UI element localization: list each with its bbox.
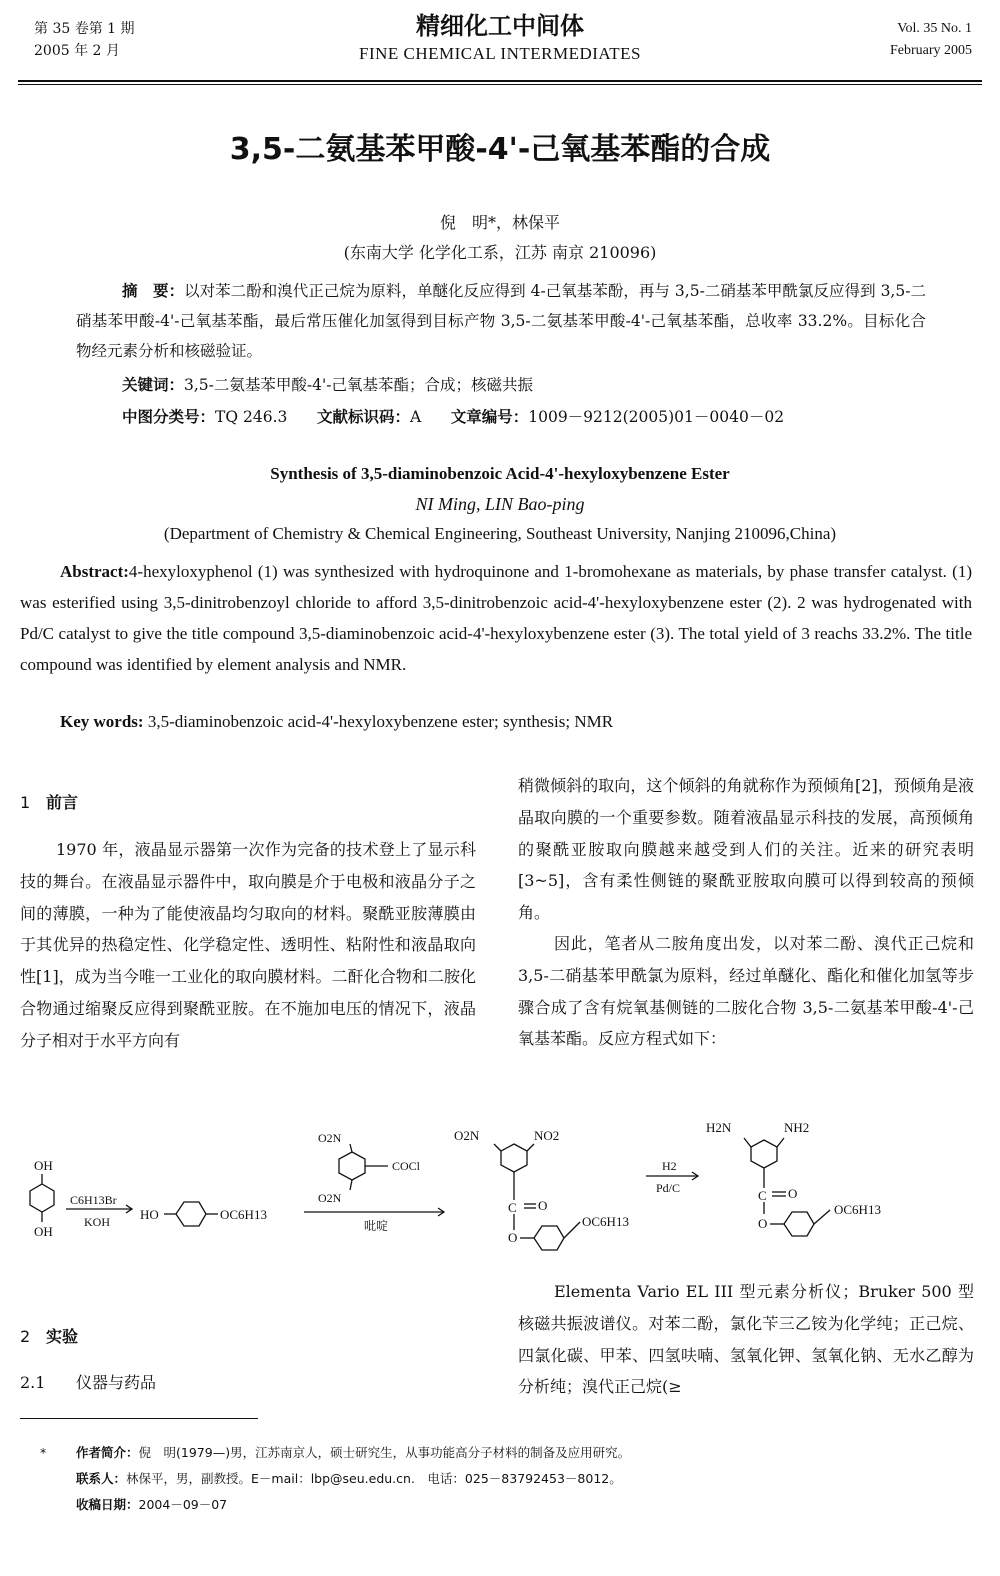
abstract-en [20, 556, 972, 680]
footnote-contact-label: 联系人： [76, 1471, 127, 1486]
scheme-reagent-koh: KOH [84, 1215, 110, 1229]
abstract-cn [76, 276, 926, 366]
scheme-oh-top: OH [34, 1158, 53, 1173]
scheme-carbonyl-o2: O [788, 1186, 798, 1201]
hexyloxyphenyl-ring-2 [534, 1226, 564, 1250]
keywords-cn [122, 370, 533, 400]
scheme-catalyst: Pd/C [656, 1181, 681, 1195]
scheme-ester-o2: O [758, 1216, 768, 1231]
section-2-title: 实验 [46, 1327, 79, 1346]
affiliation-en: (Department of Chemistry & Chemical Engineering, Southeast University, Nanjing 210096,China) [163, 524, 837, 543]
section-2-heading [20, 1324, 476, 1347]
scheme-reagent-c6h13br: C6H13Br [70, 1193, 117, 1207]
article-id-label: 文章编号： [450, 408, 529, 426]
authors-en: NI Ming, LIN Bao-ping [415, 494, 585, 514]
keywords-en [60, 712, 613, 732]
paper-title-cn: 3,5-二氨基苯甲酸-4'-己氧基苯酯的合成 [229, 132, 771, 167]
scheme-oc6h13-1: OC6H13 [220, 1207, 267, 1222]
article-id-value: 1009－9212(2005)01－0040－02 [528, 408, 785, 426]
journal-masthead [300, 10, 700, 66]
journal-name-en: FINE CHEMICAL INTERMEDIATES [358, 44, 642, 63]
scheme-o2n-top: O2N [318, 1131, 342, 1145]
section-2-paragraph: Elementa Vario EL III 型元素分析仪；Bruker 500 型核磁共振波谱仪。对苯二酚，氯化苄三乙铵为化学纯；正己烷、四氯化碳、甲苯、四氢呋喃、氢氧化钾、氢氧化钠、无水乙醇为分析纯；溴代正己烷(≥ [518, 1282, 974, 1397]
dinitrobenzoyl-ring [339, 1152, 365, 1180]
footnote-received-text: 2004－09－07 [138, 1497, 228, 1512]
header-rule [18, 80, 982, 82]
scheme-o2n-product2: O2N [454, 1128, 480, 1143]
authors-cn: 倪 明*，林保平 [439, 213, 560, 232]
clc-label: 中图分类号： [122, 408, 216, 426]
paper-title-en: Synthesis of 3,5-diaminobenzoic Acid-4'-hexyloxybenzene Ester [270, 464, 730, 483]
volume-cn: 第 35 卷第 1 期 [34, 21, 135, 37]
section-1-paragraph-2: 因此，笔者从二胺角度出发，以对苯二酚、溴代正己烷和 3,5-二硝基苯甲酰氯为原料，经过单醚化、酯化和催化加氢等步骤合成了含有烷氧基侧链的二胺化合物 3,5-二氨基苯甲酸-4'-己氧基苯酯。反应方程式如下： [518, 934, 974, 1049]
hydroquinone-ring [30, 1184, 54, 1212]
date-cn: 2005 年 2 月 [34, 43, 120, 59]
section-1-title: 前言 [46, 793, 79, 812]
abstract-en-text: 4-hexyloxyphenol (1) was synthesized with hydroquinone and 1-bromohexane as materials, by phase transfer catalyst. (1) was esterified using 3,5-dinitrobenzoyl chloride to afford 3,5-dinitrobenzoic acid-4'-hexyloxybenzene ester (2). 2 was hydrogenated with Pd/C catalyst to give the title compound 3,5-diaminobenzoic acid-4'-hexyloxybenzene ester (3). The total yield of 3 reachs 33.2%. The title compound was identified by element analysis and NMR. [20, 562, 972, 674]
scheme-nh2: NH2 [784, 1120, 810, 1135]
volume-en: Vol. 35 No. 1 [897, 21, 972, 36]
section-2-number: 2 [20, 1327, 31, 1346]
keywords-cn-label: 关键词： [122, 376, 185, 394]
footnote-contact-text: 林保平，男，副教授。E－mail：lbp@seu.edu.cn. 电话：025－83792453－8012。 [126, 1471, 622, 1486]
keywords-en-label: Key words: [60, 712, 144, 731]
section-1-paragraph-1-continued: 稍微倾斜的取向，这个倾斜的角就称作为预倾角[2]，预倾角是液晶取向膜的一个重要参数。随着液晶显示科技的发展，高预倾角的聚酰亚胺取向膜越来越受到人们的关注。近来的研究表明[3~5]，含有柔性侧链的聚酰亚胺取向膜可以得到较高的预倾角。 [518, 776, 974, 923]
keywords-cn-text: 3,5-二氨基苯甲酸-4'-己氧基苯酯；合成；核磁共振 [184, 376, 534, 394]
scheme-carbonyl-o: O [538, 1198, 548, 1213]
scheme-oc6h13-2: OC6H13 [582, 1214, 629, 1229]
section-2-1-heading [20, 1370, 476, 1393]
header-rule-thin [18, 84, 982, 85]
section-2-1-title: 仪器与药品 [76, 1373, 157, 1392]
scheme-ester-o: O [508, 1230, 518, 1245]
clc-value: TQ 246.3 [215, 408, 288, 426]
diamino-ester-ring [751, 1140, 777, 1168]
classification-line [122, 402, 784, 432]
footnote-star: * [40, 1445, 47, 1460]
abstract-cn-label: 摘 要： [122, 282, 185, 300]
scheme-h2: H2 [662, 1159, 677, 1173]
dinitro-ester-ring [501, 1144, 527, 1172]
doc-code-label: 文献标识码： [316, 408, 410, 426]
footnote-received-label: 收稿日期： [76, 1497, 139, 1512]
phenol-ether-ring [176, 1202, 206, 1226]
scheme-oh-bottom: OH [34, 1224, 53, 1239]
footnote-author-text: 倪 明(1979—)男，江苏南京人，硕士研究生，从事功能高分子材料的制备及应用研究。 [138, 1445, 631, 1460]
doc-code-value: A [409, 408, 422, 426]
date-en: February 2005 [889, 43, 972, 58]
abstract-en-label: Abstract: [60, 562, 129, 581]
footnote-author-label: 作者简介： [76, 1445, 139, 1460]
abstract-cn-text: 以对苯二酚和溴代正己烷为原料，单醚化反应得到 4-己氧基苯酚，再与 3,5-二硝基苯甲酰氯反应得到 3,5-二硝基苯甲酸-4'-己氧基苯酯，最后常压催化加氢得到目标产物 3,5-二氨基苯甲酸-4'-己氧基苯酯，总收率 33.2%。目标化合物经元素分析和核磁验证。 [76, 282, 926, 360]
reaction-scheme [0, 1104, 1000, 1274]
scheme-carbonyl-c: C [508, 1200, 517, 1215]
section-1-heading [20, 790, 476, 813]
scheme-ho-label: HO [140, 1207, 159, 1222]
hexyloxyphenyl-ring-3 [784, 1212, 814, 1236]
scheme-h2n: H2N [706, 1120, 732, 1135]
journal-name-cn: 精细化工中间体 [416, 12, 584, 40]
scheme-carbonyl-c2: C [758, 1188, 767, 1203]
footnote-rule [20, 1418, 258, 1419]
header-left [34, 18, 135, 62]
keywords-en-text: 3,5-diaminobenzoic acid-4'-hexyloxybenzene ester; synthesis; NMR [147, 712, 614, 731]
scheme-cocl: COCl [392, 1159, 421, 1173]
header-right [890, 18, 972, 62]
scheme-solvent: 吡啶 [364, 1219, 389, 1233]
section-2-1-number: 2.1 [20, 1373, 46, 1392]
footnote [40, 1440, 976, 1518]
scheme-no2-product2: NO2 [534, 1128, 560, 1143]
scheme-o2n-bottom: O2N [318, 1191, 342, 1205]
affiliation-cn: (东南大学 化学化工系，江苏 南京 210096) [343, 243, 657, 262]
scheme-oc6h13-3: OC6H13 [834, 1202, 881, 1217]
section-1-number: 1 [20, 793, 31, 812]
section-1-paragraph-1: 1970 年，液晶显示器第一次作为完备的技术登上了显示科技的舞台。在液晶显示器件中，取向膜是介于电极和液晶分子之间的薄膜，一种为了能使液晶均匀取向的材料。聚酰亚胺薄膜由于其优异的热稳定性、化学稳定性、透明性、粘附性和液晶取向性[1]，成为当今唯一工业化的取向膜材料。二酐化合物和二胺化合物通过缩聚反应得到聚酰亚胺。在不施加电压的情况下，液晶分子相对于水平方向有 [20, 840, 476, 1050]
